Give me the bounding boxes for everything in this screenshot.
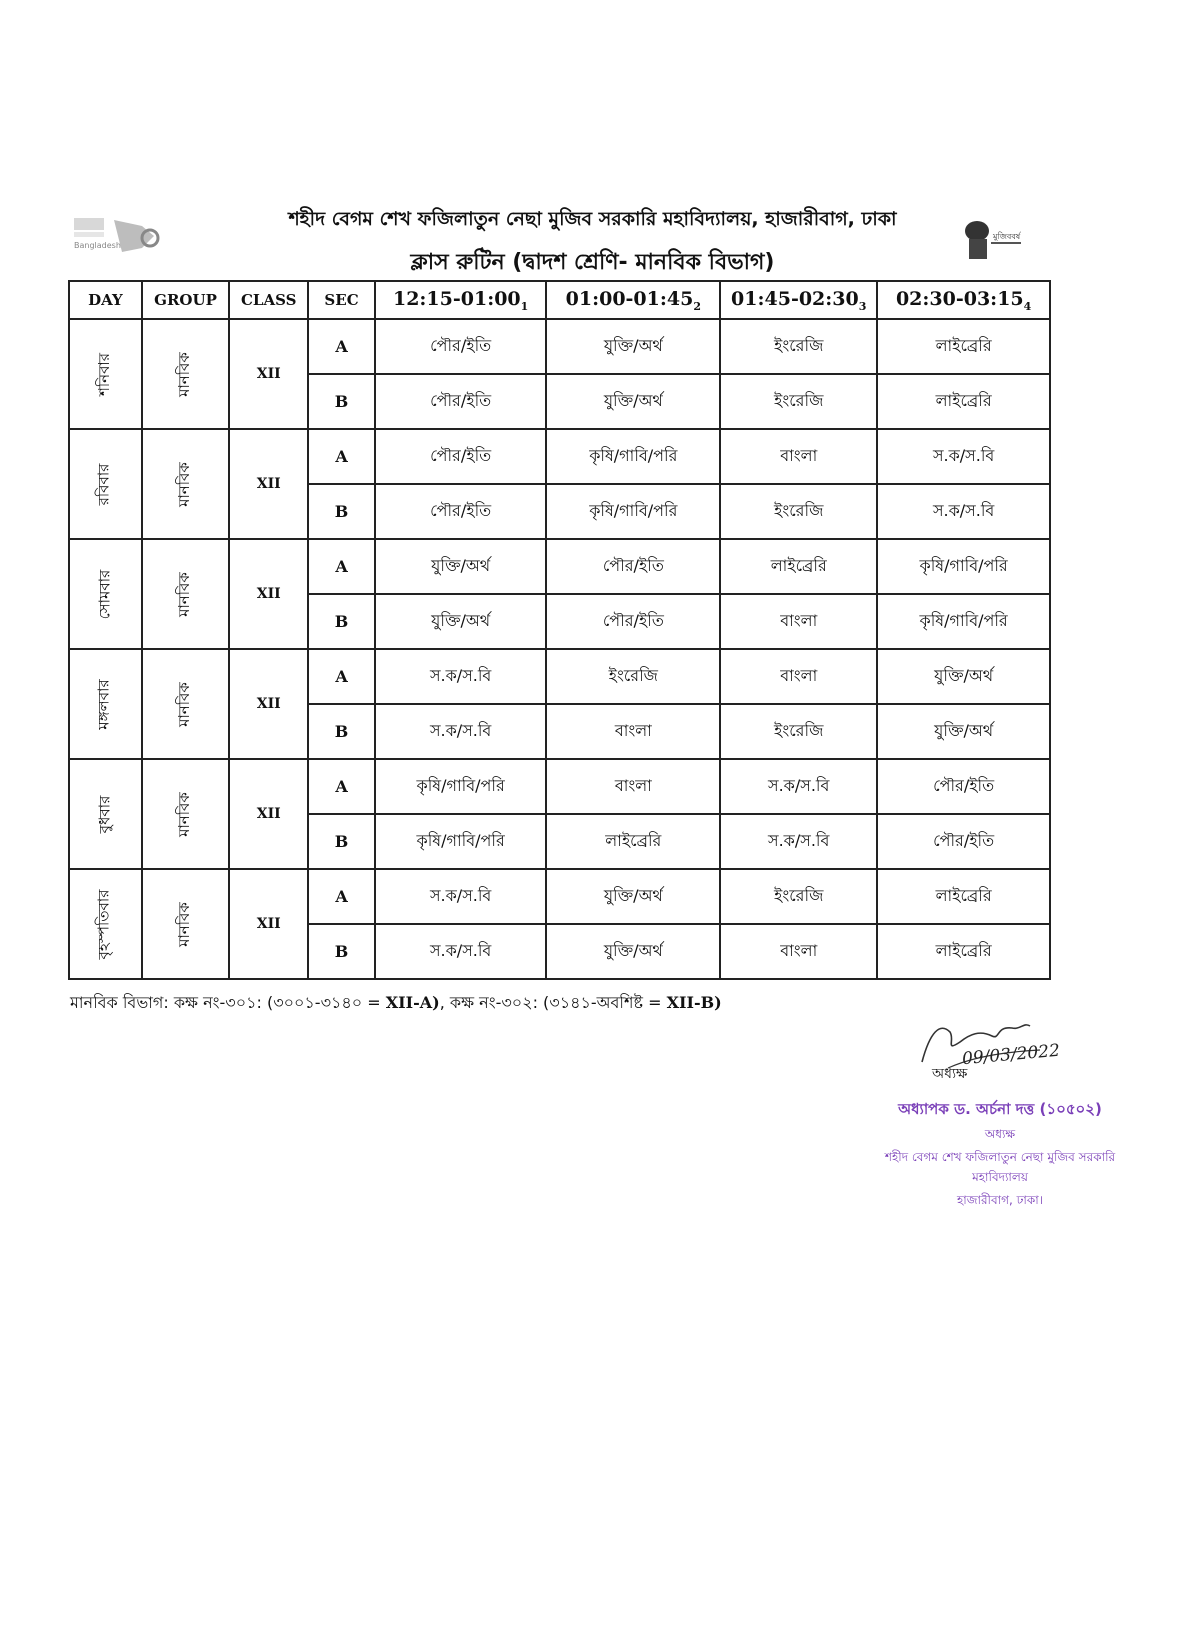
- subject-cell: যুক্তি/অর্থ: [546, 924, 720, 979]
- group-cell: মানবিক: [142, 759, 229, 869]
- subject-cell: যুক্তি/অর্থ: [375, 594, 547, 649]
- subject-cell: পৌর/ইতি: [375, 484, 547, 539]
- sec-cell: B: [308, 814, 375, 869]
- header-row: [69, 281, 1050, 319]
- subject-cell: পৌর/ইতি: [546, 539, 720, 594]
- subject-cell: পৌর/ইতি: [877, 759, 1050, 814]
- subject-cell: কৃষি/গাবি/পরি: [375, 814, 547, 869]
- subject-cell: স.ক/স.বি: [877, 429, 1050, 484]
- table-row: [69, 649, 1050, 704]
- subject-cell: স.ক/স.বি: [720, 759, 877, 814]
- subject-cell: ইংরেজি: [720, 704, 877, 759]
- subject-cell: বাংলা: [720, 924, 877, 979]
- subject-cell: স.ক/স.বি: [375, 649, 547, 704]
- sec-cell: B: [308, 484, 375, 539]
- subject-cell: কৃষি/গাবি/পরি: [546, 429, 720, 484]
- signature-label: অধ্যক্ষ: [932, 1066, 968, 1082]
- class-cell: XII: [229, 759, 308, 869]
- class-routine-table: [68, 280, 1051, 980]
- subject-cell: ইংরেজি: [720, 869, 877, 924]
- sec-cell: A: [308, 539, 375, 594]
- subject-cell: কৃষি/গাবি/পরি: [546, 484, 720, 539]
- table-row: [69, 869, 1050, 924]
- subject-cell: পৌর/ইতি: [375, 319, 547, 374]
- sec-cell: A: [308, 759, 375, 814]
- subject-cell: স.ক/স.বি: [375, 924, 547, 979]
- sec-cell: B: [308, 374, 375, 429]
- subject-cell: ইংরেজি: [720, 484, 877, 539]
- subject-cell: স.ক/স.বি: [375, 704, 547, 759]
- col-sec: SEC: [308, 281, 375, 319]
- sec-cell: B: [308, 594, 375, 649]
- sec-cell: A: [308, 429, 375, 484]
- subject-cell: কৃষি/গাবি/পরি: [877, 539, 1050, 594]
- subject-cell: কৃষি/গাবি/পরি: [877, 594, 1050, 649]
- col-day: DAY: [69, 281, 142, 319]
- table-row: [69, 319, 1050, 374]
- class-cell: XII: [229, 649, 308, 759]
- class-cell: XII: [229, 539, 308, 649]
- subject-cell: লাইব্রেরি: [877, 869, 1050, 924]
- col-class: CLASS: [229, 281, 308, 319]
- subject-cell: পৌর/ইতি: [375, 429, 547, 484]
- subject-cell: পৌর/ইতি: [375, 374, 547, 429]
- subject-cell: যুক্তি/অর্থ: [877, 704, 1050, 759]
- subject-cell: লাইব্রেরি: [877, 374, 1050, 429]
- subject-cell: যুক্তি/অর্থ: [546, 869, 720, 924]
- subject-cell: পৌর/ইতি: [877, 814, 1050, 869]
- subject-cell: যুক্তি/অর্থ: [546, 374, 720, 429]
- subject-cell: স.ক/স.বি: [720, 814, 877, 869]
- group-cell: মানবিক: [142, 429, 229, 539]
- logo-right-text: মুজিববর্ষ: [993, 232, 1021, 241]
- sec-cell: B: [308, 924, 375, 979]
- day-cell: সোমবার: [69, 539, 142, 649]
- col-period-4: $02:30-03:15_4$: [877, 281, 1050, 319]
- col-period-2: $01:00-01:45_2$: [546, 281, 720, 319]
- subject-cell: বাংলা: [546, 759, 720, 814]
- logo-left-text: Bangladesh: [74, 241, 121, 250]
- day-cell: বুধবার: [69, 759, 142, 869]
- table-row: [69, 539, 1050, 594]
- subject-cell: পৌর/ইতি: [546, 594, 720, 649]
- subject-cell: স.ক/স.বি: [375, 869, 547, 924]
- day-cell: বৃহস্পতিবার: [69, 869, 142, 979]
- subject-cell: বাংলা: [720, 429, 877, 484]
- day-cell: শনিবার: [69, 319, 142, 429]
- col-period-1: $12:15-01:00_1$: [375, 281, 547, 319]
- subject-cell: বাংলা: [720, 649, 877, 704]
- sec-cell: A: [308, 319, 375, 374]
- stamp-place: হাজারীবাগ, ঢাকা।: [956, 1193, 1044, 1207]
- subject-cell: লাইব্রেরি: [720, 539, 877, 594]
- subject-cell: ইংরেজি: [720, 374, 877, 429]
- class-cell: XII: [229, 429, 308, 539]
- subject-cell: ইংরেজি: [720, 319, 877, 374]
- group-cell: মানবিক: [142, 649, 229, 759]
- class-cell: XII: [229, 869, 308, 979]
- group-cell: মানবিক: [142, 319, 229, 429]
- group-cell: মানবিক: [142, 869, 229, 979]
- subject-cell: লাইব্রেরি: [877, 924, 1050, 979]
- stamp-college: শহীদ বেগম শেখ ফজিলাতুন নেছা মুজিব সরকারি মহাবিদ্যালয়: [884, 1150, 1116, 1184]
- table-row: [69, 759, 1050, 814]
- day-cell: মঙ্গলবার: [69, 649, 142, 759]
- sec-cell: A: [308, 869, 375, 924]
- subject-cell: যুক্তি/অর্থ: [546, 319, 720, 374]
- class-cell: XII: [229, 319, 308, 429]
- college-name: শহীদ বেগম শেখ ফজিলাতুন নেছা মুজিব সরকারি মহাবিদ্যালয়, হাজারীবাগ, ঢাকা: [288, 208, 897, 230]
- subject-cell: লাইব্রেরি: [877, 319, 1050, 374]
- table-row: [69, 429, 1050, 484]
- col-group: GROUP: [142, 281, 229, 319]
- stamp-name: অধ্যাপক ড. অর্চনা দত্ত (১০৫০২): [898, 1100, 1102, 1118]
- principal-stamp: [870, 1098, 1130, 1212]
- subject-cell: বাংলা: [546, 704, 720, 759]
- subject-cell: লাইব্রেরি: [546, 814, 720, 869]
- subject-cell: যুক্তি/অর্থ: [375, 539, 547, 594]
- sec-cell: A: [308, 649, 375, 704]
- day-cell: রবিবার: [69, 429, 142, 539]
- routine-title: ক্লাস রুটিন (দ্বাদশ শ্রেণি- মানবিক বিভাগ): [410, 250, 775, 275]
- group-cell: মানবিক: [142, 539, 229, 649]
- sec-cell: B: [308, 704, 375, 759]
- subject-cell: কৃষি/গাবি/পরি: [375, 759, 547, 814]
- header: [0, 205, 1185, 282]
- room-allocation-note: মানবিক বিভাগ: কক্ষ নং-৩০১: (৩০০১-৩১৪০ = XII-A), কক্ষ নং-৩০২: (৩১৪১-অবশিষ্ট = XII-B): [70, 993, 722, 1012]
- signature-date: 09/03/2022: [961, 1040, 1061, 1070]
- subject-cell: ইংরেজি: [546, 649, 720, 704]
- subject-cell: স.ক/স.বি: [877, 484, 1050, 539]
- subject-cell: যুক্তি/অর্থ: [877, 649, 1050, 704]
- col-period-3: $01:45-02:30_3$: [720, 281, 877, 319]
- subject-cell: বাংলা: [720, 594, 877, 649]
- stamp-role: অধ্যক্ষ: [984, 1127, 1016, 1141]
